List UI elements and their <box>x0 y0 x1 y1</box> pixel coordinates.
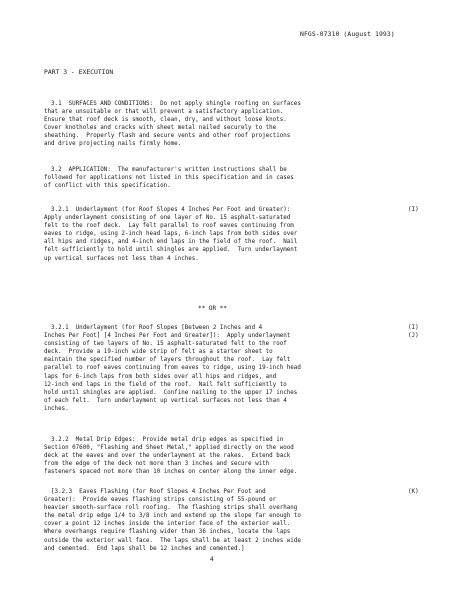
revision-marker <box>408 206 419 214</box>
or-separator: ** OR ** <box>198 305 227 312</box>
text-line: 3.2.1 Underlayment (for Roof Slopes [Between 2 Inches and 4 <box>44 325 263 331</box>
text-line: Inches Per Foot] [4 Inches Per Foot and Greater]): Apply underlayment <box>44 333 291 340</box>
text-line: Section 07600, "Flashing and Sheet Metal," applied directly on the wood <box>44 445 294 452</box>
text-line: deck at the eaves and over the underlayment at the rakes. Extend back <box>44 453 291 460</box>
text-line: 3.2 APPLICATION: The manufacturer's written instructions shall be <box>44 167 287 173</box>
text-line: hold until shingles are applied. Confine nailing to the upper 17 inches <box>44 389 298 396</box>
text-line: Where overhangs require flashing wider than 36 inches, locate the laps <box>44 529 291 536</box>
text-line: of conflict with this specification. <box>44 183 171 190</box>
text-line: up vertical surfaces not less than 4 inches. <box>44 255 199 262</box>
revision-marker-label: (I) <box>408 325 419 331</box>
text-line: and cemented. End laps shall be 12 inches and cemented.] <box>44 545 245 552</box>
text-line: inches. <box>44 405 69 412</box>
text-line: all hips and ridges, and 4-inch end laps in the field of the roof. Nail <box>44 239 298 246</box>
paragraph-3-2 <box>44 166 388 190</box>
text-line: of each felt. Turn underlayment up vertical surfaces not less than 4 <box>44 397 287 404</box>
text-line: 3.2.1 Underlayment (for Roof Slopes 4 Inches Per Foot and Greater): <box>44 207 291 213</box>
text-line: followed for applications not listed in this specification and in cases <box>44 175 294 182</box>
text-line: parallel to roof eaves continuing from eaves to ridge, using 19-inch head <box>44 365 301 372</box>
text-line: that are unsuitable or that will prevent a satisfactory application. <box>44 109 284 116</box>
text-line: Greater): Provide eaves flashing strips consisting of 55-pound or <box>44 497 277 504</box>
revision-marker-label: (I) <box>408 207 419 213</box>
text-line: from the edge of the deck not more than 3 inches and secure with <box>44 461 270 468</box>
text-line: Ensure that roof deck is smooth, clean, dry, and without loose knots. <box>44 117 287 124</box>
paragraph-3-2-1-b <box>44 324 388 413</box>
text-line: felt to the roof deck. Lay felt parallel to roof eaves continuing from <box>44 223 294 230</box>
text-line: heavier smooth-surface roll roofing. The flashing strips shall overhang <box>44 505 298 512</box>
paragraph-3-2-3 <box>44 488 388 553</box>
paragraph-3-2-1-a <box>44 206 388 263</box>
text-line: felt sufficiently to hold until shingles are applied. Turn underlayment <box>44 247 298 254</box>
revision-marker <box>408 488 419 496</box>
text-line: Cover knotholes and cracks with sheet metal nailed securely to the <box>44 125 277 132</box>
paragraph-3-1 <box>44 100 388 149</box>
text-line: consisting of two layers of No. 15 asphalt-saturated felt to the roof <box>44 341 287 348</box>
text-line: deck. Provide a 19-inch wide strip of felt as a starter sheet to <box>44 349 273 356</box>
part-title: PART 3 - EXECUTION <box>44 68 114 76</box>
text-line: cover a point 12 inches inside the interior face of the exterior wall. <box>44 521 291 528</box>
revision-marker <box>408 324 419 340</box>
text-line: fasteners spaced not more than 10 inches on center along the inner edge. <box>44 469 298 476</box>
text-line: 12-inch end laps in the field of the roof. Nail felt sufficiently to <box>44 381 287 388</box>
text-line: [3.2.3 Eaves Flashing (for Roof Slopes 4 Inches Per Foot and <box>44 489 266 495</box>
paragraph-3-2-2 <box>44 436 388 476</box>
revision-marker-label: (K) <box>408 489 419 495</box>
revision-marker-label: (J) <box>408 333 419 340</box>
text-line: eaves to ridge, using 2-inch head laps, 6-inch laps from both sides over <box>44 231 298 238</box>
text-line: maintain the specified number of layers throughout the roof. Lay felt <box>44 357 291 364</box>
text-line: and drive projecting nails firmly home. <box>44 141 182 148</box>
text-line: 3.1 SURFACES AND CONDITIONS: Do not apply shingle roofing on surfaces <box>44 101 301 107</box>
text-line: Apply underlayment consisting of one layer of No. 15 asphalt-saturated <box>44 215 291 222</box>
document-id: NFGS-07310 (August 1993) <box>300 30 395 38</box>
text-line: sheathing. Properly flash and secure vents and other roof projections <box>44 133 291 140</box>
text-line: outside the exterior wall face. The laps shall be at least 2 inches wide <box>44 537 301 544</box>
text-line: the metal drip edge 1/4 to 3/8 inch and extend up the slope far enough to <box>44 513 301 520</box>
text-line: laps for 6-inch laps from both sides over all hips and ridges, and <box>44 373 277 380</box>
text-line: 3.2.2 Metal Drip Edges: Provide metal drip edges as specified in <box>44 437 284 443</box>
page-number: 4 <box>210 556 214 563</box>
